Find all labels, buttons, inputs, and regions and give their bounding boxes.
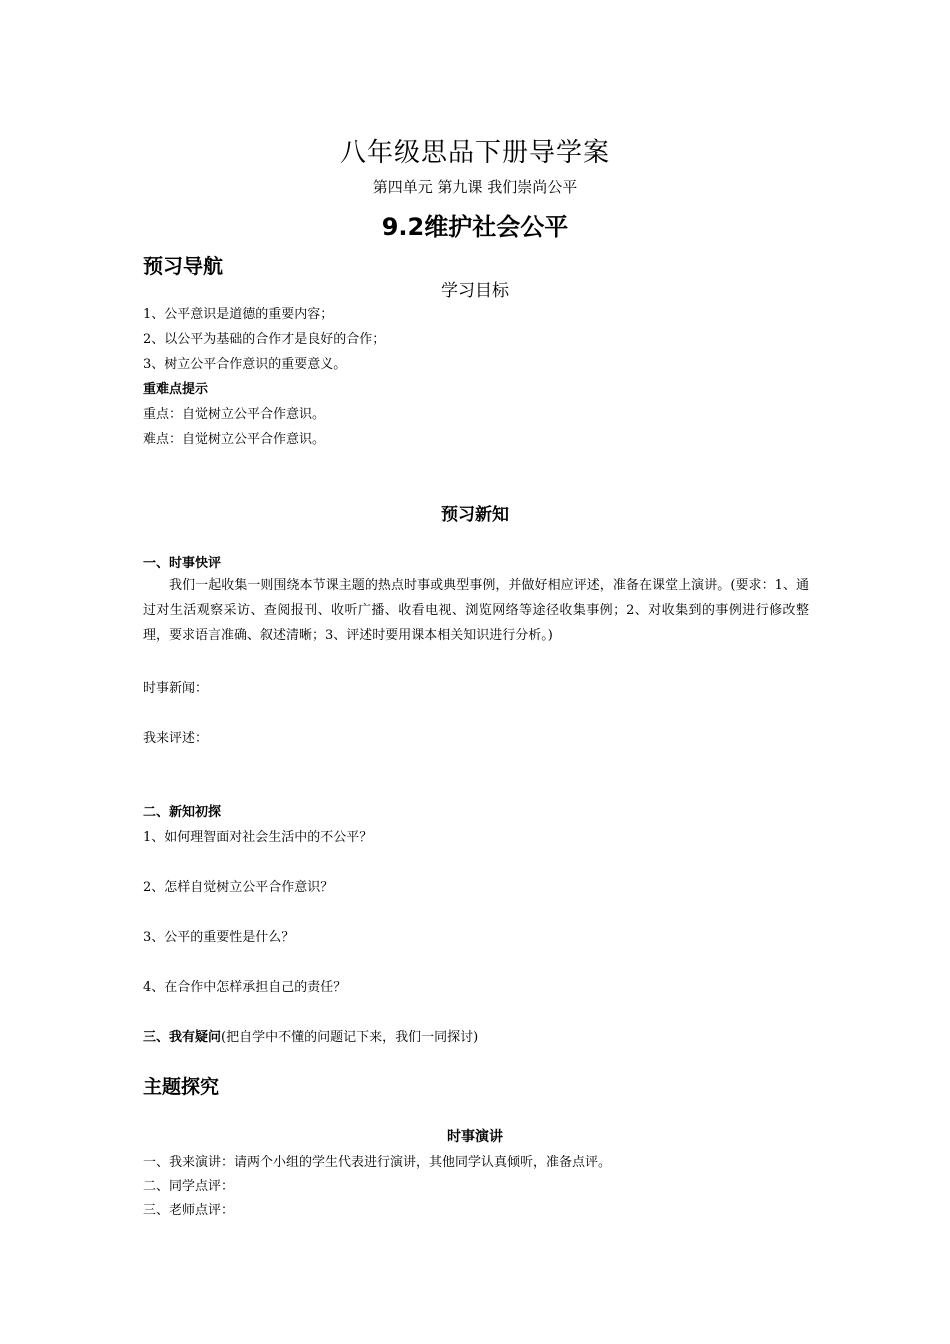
- preview-heading: 预习导航: [143, 254, 223, 278]
- question-item: 2、怎样自觉树立公平合作意识？: [143, 880, 334, 895]
- objective-item: 1、公平意识是道德的重要内容；: [143, 307, 334, 322]
- objective-item: 3、树立公平合作意识的重要意义。: [143, 357, 347, 372]
- speech-item: 一、我来演讲：请两个小组的学生代表进行演讲，其他同学认真倾听，准备点评。: [143, 1155, 612, 1170]
- unit-subtitle: 第四单元 第九课 我们崇尚公平: [372, 178, 578, 196]
- document-title: 八年级思品下册导学案: [339, 138, 610, 168]
- question-item: 3、公平的重要性是什么？: [143, 930, 295, 945]
- lesson-title: 9.2维护社会公平: [381, 213, 569, 241]
- comment-label: 我来评述：: [143, 731, 209, 746]
- question-item: 4、在合作中怎样承担自己的责任？: [143, 980, 347, 995]
- difficulty-text: 难点：自觉树立公平合作意识。: [143, 432, 326, 447]
- current-affairs-paragraph: [143, 573, 809, 648]
- question-item: 1、如何理智面对社会生活中的不公平？: [143, 830, 373, 845]
- news-label: 时事新闻：: [143, 681, 209, 696]
- current-affairs-text: 我们一起收集一则围绕本节课主题的热点时事或典型事例，并做好相应评述，准备在课堂上演讲。(要求：1、通过对生活观察采访、查阅报刊、收听广播、收看电视、浏览网络等途径收集事例；2、对收集到的事例进行修改整理，要求语言准确、叙述清晰；3、评述时要用课本相关知识进行分析。): [143, 578, 809, 643]
- explore-new-heading: 二、新知初探: [143, 805, 222, 820]
- questions-line: [143, 1026, 478, 1045]
- keypoints-label: 重难点提示: [143, 382, 209, 397]
- speech-item: 二、同学点评：: [143, 1179, 235, 1194]
- objectives-title: 学习目标: [441, 281, 509, 301]
- questions-note: (把自学中不懂的问题记下来，我们一同探讨): [221, 1030, 479, 1045]
- objective-item: 2、以公平为基础的合作才是良好的合作；: [143, 332, 386, 347]
- explore-heading: 主题探究: [143, 1076, 220, 1098]
- speech-item: 三、老师点评：: [143, 1203, 235, 1218]
- keypoint-text: 重点：自觉树立公平合作意识。: [143, 407, 326, 422]
- current-affairs-heading: 一、时事快评: [143, 556, 222, 571]
- new-knowledge-title: 预习新知: [441, 505, 509, 525]
- questions-heading: 三、我有疑问: [143, 1030, 222, 1045]
- speech-title: 时事演讲: [447, 1129, 503, 1145]
